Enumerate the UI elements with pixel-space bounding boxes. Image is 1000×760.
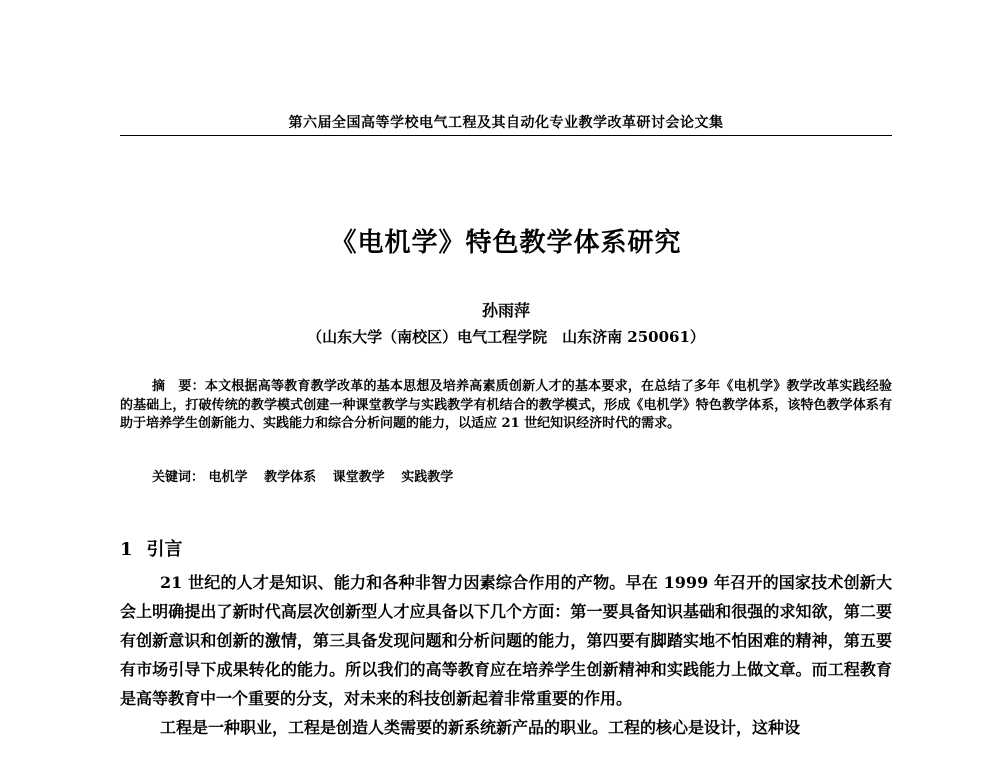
body-paragraph: 工程是一种职业，工程是创造人类需要的新系统新产品的职业。工程的核心是设计，这种设 bbox=[160, 718, 801, 737]
abstract bbox=[120, 378, 892, 434]
body-text bbox=[120, 568, 892, 742]
keyword-item: 电机学 bbox=[208, 470, 248, 485]
keyword-item: 实践教学 bbox=[401, 470, 454, 485]
author-affiliation: （山东大学（南校区）电气工程学院 山东济南 250061） bbox=[307, 328, 705, 346]
section-title: 引言 bbox=[146, 539, 183, 560]
paper-title: 《电机学》特色教学体系研究 bbox=[330, 228, 682, 258]
section-number: 1 bbox=[120, 539, 133, 560]
keyword-item: 教学体系 bbox=[264, 470, 317, 485]
abstract-label: 摘 要： bbox=[152, 379, 205, 394]
section-heading bbox=[120, 535, 183, 561]
keywords-label: 关键词： bbox=[152, 470, 205, 485]
keywords bbox=[152, 466, 892, 485]
body-paragraph: 21 世纪的人才是知识、能力和各种非智力因素综合作用的产物。早在 1999 年召开的国家技术创新大会上明确提出了新时代高层次创新型人才应具备以下几个方面：第一要具备知识基础和很强的求知欲，第二要有创新意识和创新的激情，第三具备发现问题和分析问题的能力，第四要有脚踏实地不怕困难的精神，第五要有市场引导下成果转化的能力。所以我们的高等教育应在培养学生创新精神和实践能力上做文章。而工程教育是高等教育中一个重要的分支，对未来的科技创新起着非常重要的作用。 bbox=[120, 573, 892, 708]
keyword-item: 课堂教学 bbox=[332, 470, 385, 485]
header-rule bbox=[120, 135, 892, 136]
author-name: 孙雨萍 bbox=[481, 301, 530, 320]
abstract-text: 本文根据高等教育教学改革的基本思想及培养高素质创新人才的基本要求，在总结了多年《电机学》教学改革实践经验的基础上，打破传统的教学模式创建一种课堂教学与实践教学有机结合的教学模式，形成《电机学》特色教学体系，该特色教学体系有助于培养学生创新能力、实践能力和综合分析问题的能力，以适应 21 世纪知识经济时代的需求。 bbox=[120, 379, 892, 431]
running-header: 第六届全国高等学校电气工程及其自动化专业教学改革研讨会论文集 bbox=[288, 115, 724, 131]
